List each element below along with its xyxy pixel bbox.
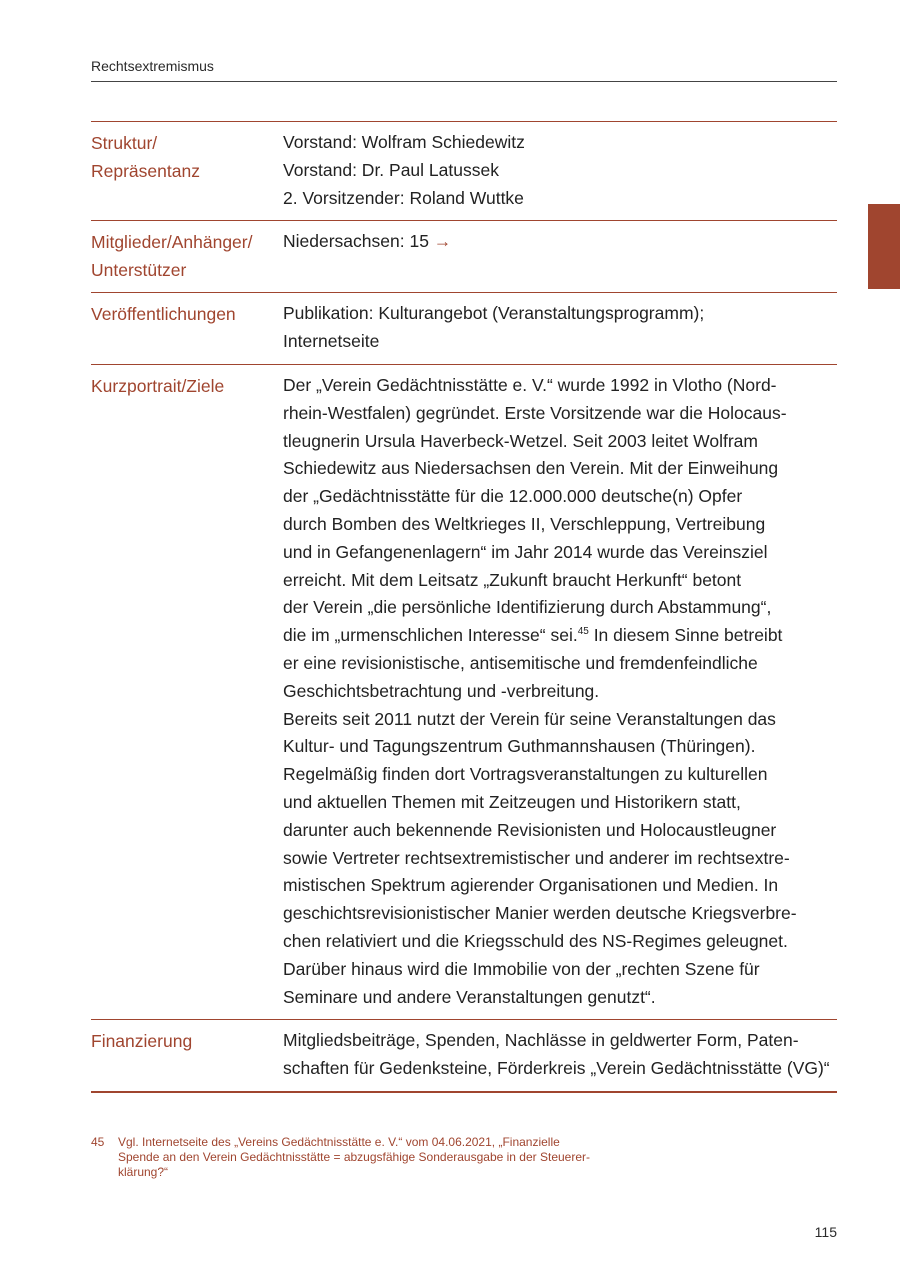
footnote-line: Spende an den Verein Gedächtnisstätte = abzugsfähige Sonderausgabe in der Steuerer-: [118, 1150, 591, 1164]
content-line: Internetseite: [283, 331, 380, 352]
row-content: [283, 300, 837, 356]
content-line: darunter auch bekennende Revisionisten und Holocaustleugner: [283, 819, 777, 840]
content-line: Der „Verein Gedächtnisstätte e. V.“ wurde 1992 in Vlotho (Nord-: [283, 374, 777, 395]
row-content: [283, 129, 837, 212]
footnote-number: 45: [91, 1135, 105, 1149]
content-line: geschichtsrevisionistischer Manier werden deutsche Kriegsverbre-: [283, 903, 797, 924]
content-line: Darüber hinaus wird die Immobilie von der „rechten Szene für: [283, 958, 760, 979]
table-row-portrait: [91, 365, 837, 1020]
members-count-text: Niedersachsen: 15: [283, 231, 429, 252]
content-line: [283, 228, 837, 256]
content-line: Geschichtsbetrachtung und -verbreitung.: [283, 680, 600, 701]
row-content: [283, 372, 837, 1011]
footnote-line: Vgl. Internetseite des „Vereins Gedächtnisstätte e. V.“ vom 04.06.2021, „Finanzielle: [118, 1135, 560, 1149]
content-line: Regelmäßig finden dort Vortragsveranstaltungen zu kulturellen: [283, 764, 768, 785]
content-line: Mitgliedsbeiträge, Spenden, Nachlässe in geldwerter Form, Paten-: [283, 1030, 799, 1051]
content-line: und aktuellen Themen mit Zeitzeugen und Historikern statt,: [283, 791, 741, 812]
arrow-right-icon: →: [433, 231, 452, 252]
table-row-financing: [91, 1020, 837, 1093]
content-line: Seminare und andere Veranstaltungen genutzt“.: [283, 986, 656, 1007]
content-line: schaften für Gedenksteine, Förderkreis „Verein Gedächtnisstätte (VG)“: [283, 1058, 830, 1079]
content-line: chen relativiert und die Kriegsschuld des NS-Regimes geleugnet.: [283, 930, 788, 951]
table-row-structure: [91, 122, 837, 221]
table-row-members: [91, 221, 837, 293]
content-line: tleugnerin Ursula Haverbeck-Wetzel. Seit 2003 leitet Wolfram: [283, 430, 758, 451]
header-rule: [91, 81, 837, 82]
content-line: Kultur- und Tagungszentrum Guthmannshausen (Thüringen).: [283, 736, 756, 757]
row-label: Finanzierung: [91, 1031, 193, 1052]
profile-table: [91, 121, 837, 1093]
content-line: Schiedewitz aus Niedersachsen den Verein. Mit der Einweihung: [283, 458, 779, 479]
content-line: Vorstand: Dr. Paul Latussek: [283, 159, 499, 180]
row-content: [283, 1027, 837, 1083]
content-line: Bereits seit 2011 nutzt der Verein für seine Veranstaltungen das: [283, 708, 776, 729]
row-label: Kurzportrait/Ziele: [91, 375, 225, 396]
content-line: durch Bomben des Weltkrieges II, Verschleppung, Vertreibung: [283, 513, 766, 534]
row-label: Mitglieder/Anhänger/ Unterstützer: [91, 232, 253, 281]
chapter-tab-marker: [868, 204, 900, 289]
footnote-line: klärung?“: [118, 1165, 169, 1179]
footnote-line-start: die im „urmenschlichen Interesse“ sei.: [283, 625, 578, 646]
content-line: der Verein „die persönliche Identifizierung durch Abstammung“,: [283, 597, 772, 618]
content-line: 2. Vorsitzender: Roland Wuttke: [283, 187, 524, 208]
page-number: 115: [814, 1224, 837, 1240]
content-line: Vorstand: Wolfram Schiedewitz: [283, 132, 525, 152]
row-label: Struktur/ Repräsentanz: [91, 133, 200, 181]
content-line: [283, 622, 837, 650]
footnote: [91, 1135, 590, 1180]
content-line: Publikation: Kulturangebot (Veranstaltungsprogramm);: [283, 303, 705, 324]
content-line: und in Gefangenenlagern“ im Jahr 2014 wurde das Vereinsziel: [283, 541, 768, 562]
footnote-line-end: In diesem Sinne betreibt: [588, 625, 783, 646]
table-row-publications: [91, 293, 837, 365]
content-line: er eine revisionistische, antisemitische und fremdenfeindliche: [283, 652, 758, 673]
footnote-text: [118, 1135, 590, 1180]
content-line: der „Gedächtnisstätte für die 12.000.000 deutsche(n) Opfer: [283, 486, 743, 507]
content-line: erreicht. Mit dem Leitsatz „Zukunft braucht Herkunft“ betont: [283, 569, 742, 590]
content-line: sowie Vertreter rechtsextremistischer und anderer im rechtsextre-: [283, 847, 790, 868]
running-head: Rechtsextremismus: [91, 58, 214, 74]
row-content: [283, 228, 837, 284]
row-label: Veröffentlichungen: [91, 304, 236, 325]
footnote-reference: 45: [577, 626, 589, 638]
content-line: mistischen Spektrum agierender Organisationen und Medien. In: [283, 875, 779, 896]
content-line: rhein-Westfalen) gegründet. Erste Vorsitzende war die Holocaus-: [283, 402, 787, 423]
